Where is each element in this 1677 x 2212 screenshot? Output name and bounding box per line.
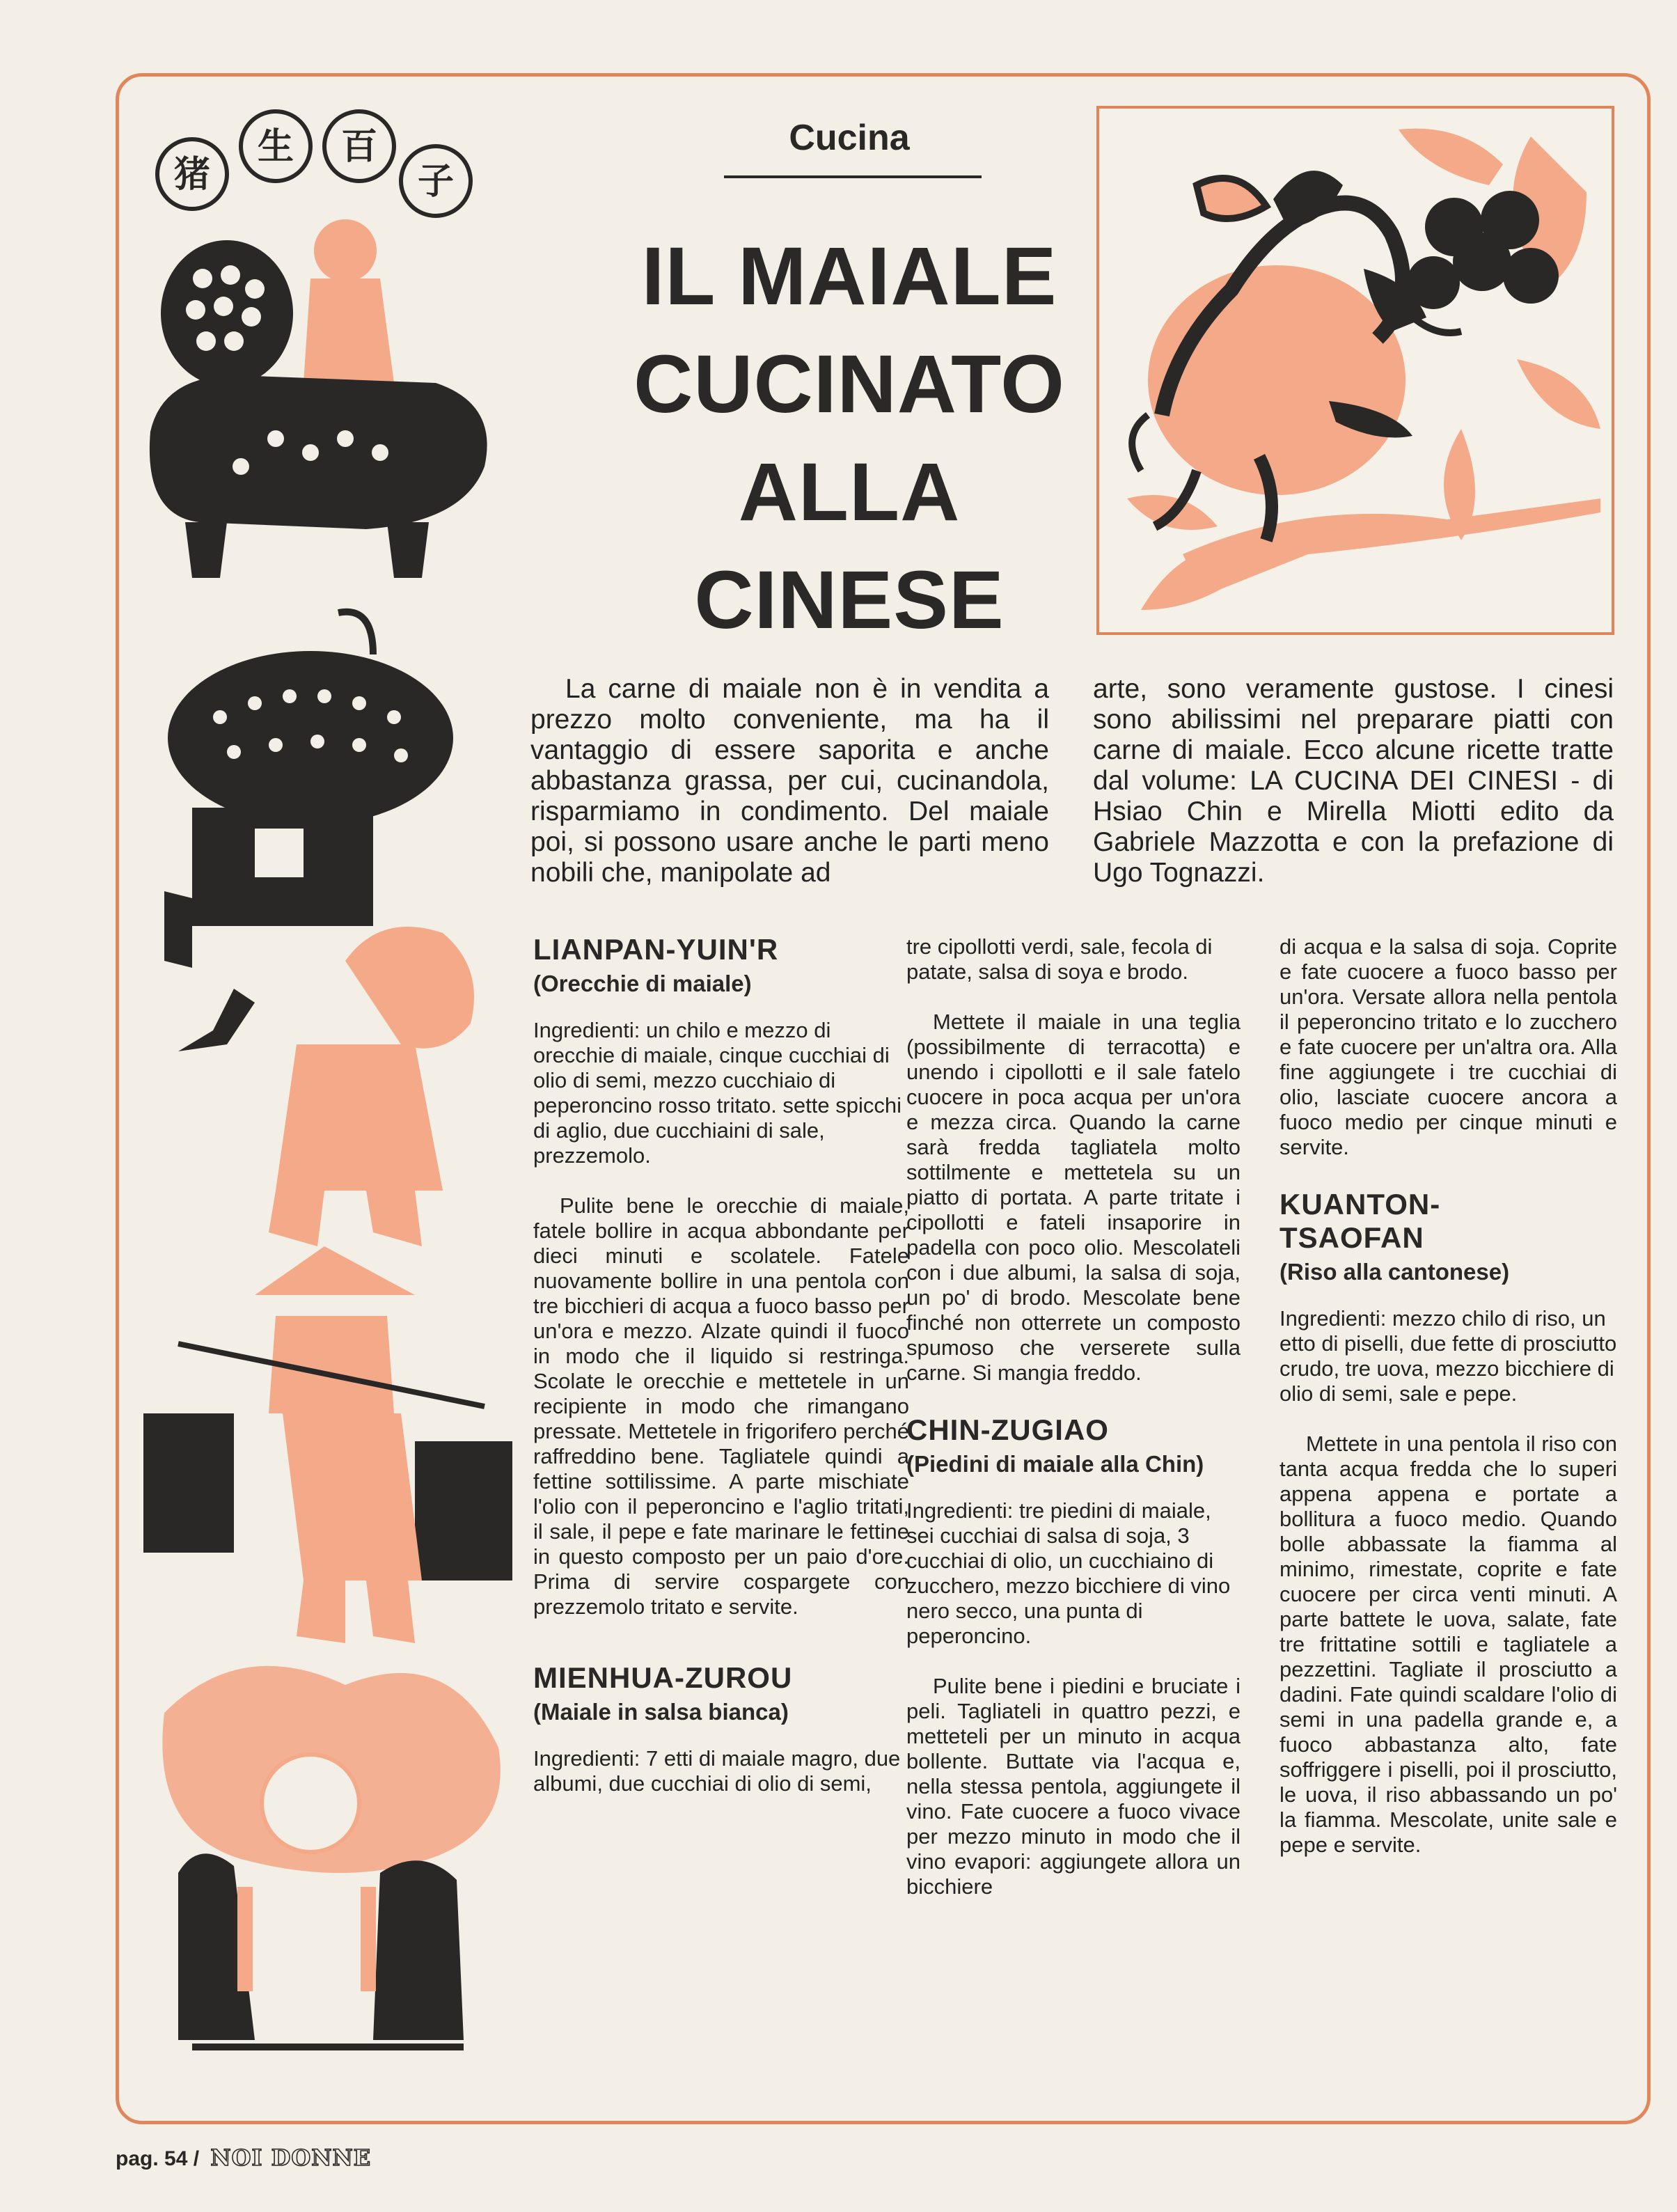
recipe-ingredients-kuanton: Ingredienti: mezzo chilo di riso, un etto di piselli, due fette di prosciutto crudo, tre uova, mezzo bicchiere di olio di semi, sale e pepe. bbox=[1280, 1306, 1617, 1406]
magazine-logo: NOI DONNE bbox=[210, 2144, 372, 2171]
recipe-title-mienhua: MIENHUA-ZUROU bbox=[533, 1661, 793, 1694]
recipe-subtitle-chin: (Piedini di maiale alla Chin) bbox=[906, 1451, 1204, 1477]
recipe-method-chin-b: di acqua e la salsa di soja. Coprite e fate cuocere a fuoco basso per un'ora. Versate allora nella pentola il peperoncino tritato e lo zucchero e fate cuocere per un'altra ora. Alla fine aggiungete i tre cucchiai di olio, lasciate cuocere ancora a fuoco medio per cinque minuti e servite. bbox=[1280, 934, 1617, 1159]
recipe-subtitle-kuanton: (Riso alla cantonese) bbox=[1280, 1259, 1510, 1285]
recipe-method-kuanton: Mettete in una pentola il riso con tanta acqua fredda che lo superi appena appena e portate a bollitura a fuoco medio. Quando bolle abbassate la fiamma al minimo, rimestate, coprite e fate cuocere per circa venti minuti. A parte battete le uova, salate, fate tre frittatine sottili e tagliatele a pezzettini. Tagliate il prosciutto a dadini. Fate quindi scaldare l'olio di semi in una padella grande e, a fuoco abbastanza alto, fate soffriggere i piselli, poi il prosciutto, le uova, il riso abbassando un po' la fiamma. Mescolate, unite sale e pepe e servite. bbox=[1280, 1431, 1617, 1857]
intro-left bbox=[530, 674, 1049, 888]
recipe-title-kuanton-line2: TSAOFAN bbox=[1280, 1221, 1424, 1254]
recipe-column-3 bbox=[1280, 934, 1617, 1883]
section-label: Cucina bbox=[789, 118, 910, 158]
pig-illustration bbox=[1099, 109, 1612, 632]
page-footer bbox=[116, 2144, 371, 2171]
title-line-1: IL MAIALE bbox=[641, 230, 1057, 322]
title-line-4: CINESE bbox=[694, 554, 1005, 646]
recipe-subtitle-mienhua: (Maiale in salsa bianca) bbox=[533, 1699, 789, 1725]
character-circles bbox=[157, 111, 471, 216]
recipe-title-chin: CHIN-ZUGIAO bbox=[906, 1413, 1109, 1446]
recipe-ingredients-mienhua-b: tre cipollotti verdi, sale, fecola di patate, salsa di soya e brodo. bbox=[906, 934, 1213, 984]
dragon-papercut bbox=[162, 1666, 501, 2047]
character-4: 子 bbox=[417, 161, 455, 203]
recipe-method-chin-a: Pulite bene i piedini e bruciate i peli. Tagliateli in quattro pezzi, e metteteli per un minuto in acqua bollente. Buttate via l'acqua e, nella stessa pentola, aggiungete il vino. Fate cuocere a fuoco vivace per mezzo minuto in modo che il vino evapori: aggiungete allora un bicchiere bbox=[906, 1674, 1241, 1899]
recipe-method-lianpan: Pulite bene le orecchie di maiale, fatele bollire in acqua abbondante per dieci minuti e scolatele. Fatele nuovamente bollire in una pentola con tre bicchieri di acqua a fuoco basso per un'ora e mezzo. Alzate quindi il fuoco in modo che il liquido si restringa. Scolate le orecchie e mettetele in un recipiente in modo che rimangano pressate. Mettetele in frigorifero perché raffreddino bene. Tagliatele quindi a fettine sottilissime. A parte mischiate l'olio con il peperoncino e l'aglio tritati, il sale, il pepe e fate marinare le fettine in questo composto per un paio d'ore. Prima di servire cospargete con prezzemolo tritato e servite. bbox=[533, 1193, 909, 1619]
recipe-column-1 bbox=[533, 933, 909, 1821]
intro-right-text: arte, sono veramente gustose. I cinesi sono abilissimi nel preparare piatti con carne di maiale. Ecco alcune ricette tratte dal volume: LA CUCINA DEI CINESI - di Hsiao Chin e Mirella Miotti edito da Gabriele Mazzotta e con la prefazione di Ugo Tognazzi. bbox=[1093, 674, 1614, 888]
lantern-papercut bbox=[164, 612, 474, 1246]
farmer-papercut bbox=[143, 1246, 512, 1643]
character-3: 百 bbox=[340, 126, 378, 168]
section-underline bbox=[724, 175, 982, 178]
recipe-ingredients-chin: Ingredienti: tre piedini di maiale, sei cucchiai di salsa di soja, 3 cucchiai di olio, un cucchiaino di zucchero, mezzo bicchiere di vino nero secco, una punta di peperoncino. bbox=[906, 1498, 1231, 1648]
papercut-illustrations bbox=[136, 104, 512, 2068]
recipe-subtitle-lianpan: (Orecchie di maiale) bbox=[533, 971, 752, 996]
character-2: 生 bbox=[257, 126, 294, 168]
recipe-ingredients-lianpan: Ingredienti: un chilo e mezzo di orecchie di maiale, cinque cucchiai di olio di semi, mezzo cucchiaio di peperoncino rosso tritato. sette spicchi di aglio, due cucchiaini di sale, prezzemolo. bbox=[533, 1018, 902, 1168]
recipe-method-mienhua: Mettete il maiale in una teglia (possibilmente di terracotta) e unendo i cipollotti e il sale fatelo cuocere in poca acqua per un'ora e mezza circa. Quando la carne sarà fredda tagliatela molto sottilmente e mettetela su un piatto di portata. A parte tritate i cipollotti e fateli insaporire in padella con poco olio. Mescolateli con i due albumi, la salsa di soja, un po' di brodo. Mescolate bene finché non otterrete un composto spumoso che verserete sulla carne. Si mangia freddo. bbox=[906, 1010, 1241, 1385]
intro-right bbox=[1093, 674, 1614, 888]
character-1: 猪 bbox=[173, 154, 211, 196]
pig-illustration-box bbox=[1096, 106, 1614, 635]
recipe-column-2 bbox=[906, 934, 1241, 1924]
title-line-2: CUCINATO bbox=[633, 338, 1065, 430]
recipe-title-kuanton-line1: KUANTON- bbox=[1280, 1188, 1441, 1221]
recipe-ingredients-mienhua-a: Ingredienti: 7 etti di maiale magro, due albumi, due cucchiai di olio di semi, bbox=[533, 1746, 901, 1796]
page-number: pag. 54 bbox=[116, 2147, 188, 2170]
intro-left-text: La carne di maiale non è in vendita a prezzo molto conveniente, ma ha il vantaggio di essere saporita e anche abbastanza grassa, per cui, cucinandola, risparmiamo in condimento. Del maiale poi, si possono usare anche le parti meno nobili che, manipolate ad bbox=[530, 674, 1049, 888]
recipe-title-lianpan: LIANPAN-YUIN'R bbox=[533, 933, 779, 966]
article-title bbox=[585, 223, 1114, 654]
title-line-3: ALLA bbox=[738, 446, 961, 538]
recipe-title-kuanton bbox=[1280, 1188, 1617, 1255]
boar-papercut bbox=[150, 219, 487, 578]
footer-separator: / bbox=[193, 2147, 200, 2170]
